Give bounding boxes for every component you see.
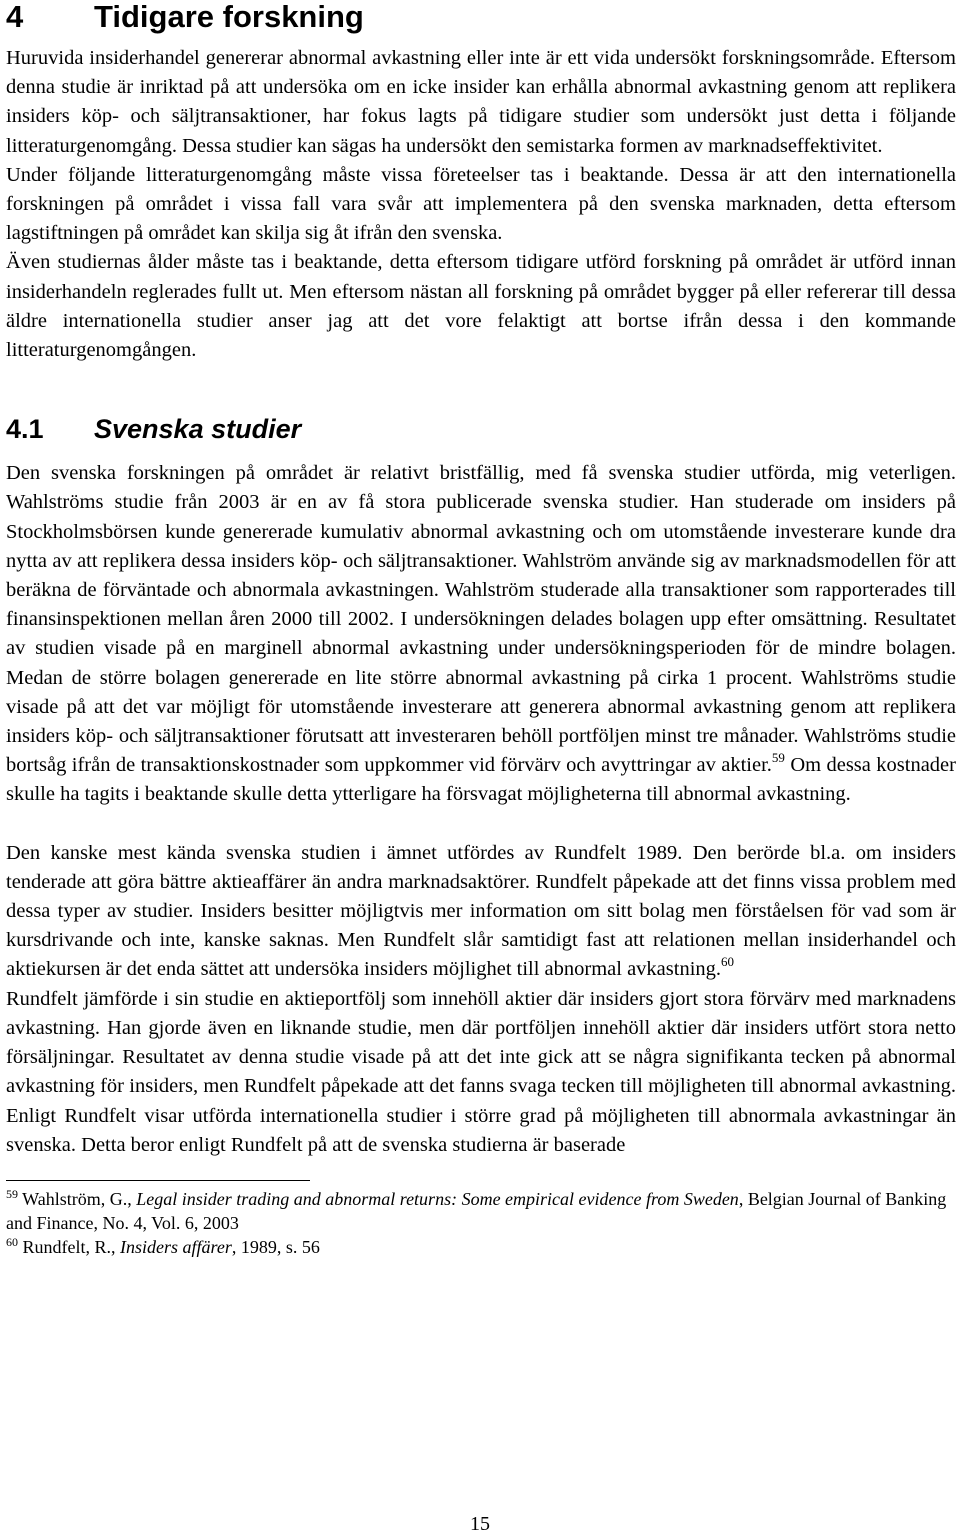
section-heading [6, 413, 956, 445]
intro-paragraph-3: Även studiernas ålder måste tas i beaktande, detta eftersom tidigare utförd forskning på området är utförd innan insiderhandeln reglerades fullt ut. Men eftersom nästan all forskning på området bygger på eller refererar till dessa äldre internationella studier anser jag att det vore felaktigt att bortse ifrån dessa i den kommande litteraturgenomgången. [6, 251, 956, 362]
footnote-60 [6, 1235, 956, 1259]
section-title: Svenska studier [94, 414, 302, 445]
intro-paragraph-2: Under följande litteraturgenomgång måste vissa företeelser tas i beaktande. Dessa är att den internationella forskningen på området i vissa fall vara svår att implementera på den svenska marknaden, detta eftersom lagstiftningen på området kan skilja sig åt ifrån den svenska. [6, 163, 956, 245]
swedish-paragraph-3: Rundfelt jämförde i sin studie en aktieportfölj som innehöll aktier där insiders gjort stora förvärv med marknadens avkastning. Han gjorde även en liknande studie, men där portföljen innehöll aktier där insiders utfört stora netto försäljningar. Resultatet av denna studie visade på att det inte gick att se några signifikanta tecken på abnormal avkastning för insiders, men Rundfelt påpekade att det fanns svaga tecken till möjligheten till abnormal avkastning. Enligt Rundfelt visar utförda internationella studier i större grad på möjligheten till abnormala avkastningar än svenska. Detta beror enligt Rundfelt på att de svenska studierna är baserade [6, 987, 956, 1156]
footnote-details: , Belgian Journal of Banking and Finance, No. 4, Vol. 6, 2003 [6, 1188, 947, 1233]
swedish-paragraph-1-text: Den svenska forskningen på området är relativt bristfällig, med få svenska studier utförda, mig veterligen. Wahlströms studie från 2003 är en av få stora publicerade svenska studier. Han studerade om insiders på Stockholmsbörsen kunde genererade kumulativ abnormal avkastning och om utomstående investerare kunde dra nytta av att replikera dessa insiders köp- och säljtransaktioner. Wahlström använde sig av marknadsmodellen för att beräkna de förväntade och abnormala avkastningen. Wahlström studerade alla transaktioner som rapporterades till finansinspektionen mellan åren 2000 till 2002. I undersökningen delades bolagen upp efter omsättning. Resultatet av studien visade på en marginell abnormal avkastning under undersökningsperioden för de mindre bolagen. Medan de större bolagen genererade en lite större abnormal avkastning på cirka 1 procent. Wahlströms studie visade på att det var möjligt för utomstående investerare att generera abnormal avkastning genom att replikera insiders köp- och säljtransaktioner förutsatt att investeraren behöll portföljen minst tre månader. Wahlströms studie bortsåg ifrån de transaktionskostnader som uppkommer vid förvärv och avyttringar av aktier. [6, 462, 956, 777]
footnote-number: 59 [6, 1186, 18, 1201]
swedish-paragraph-1-tail: Om dessa kostnader skulle ha tagits i beaktande skulle detta ytterligare ha försvagat möjligheterna till abnormal avkastning. [6, 754, 956, 806]
chapter-heading [6, 0, 956, 34]
footnote-author: Rundfelt, R., [18, 1236, 120, 1257]
footnote-details: , 1989, s. 56 [231, 1236, 320, 1257]
footnote-ref-60[interactable]: 60 [721, 954, 735, 970]
intro-paragraph-1: Huruvida insiderhandel genererar abnormal avkastning eller inte är ett vida undersökt forskningsområde. Eftersom denna studie är inriktad på att undersöka om en icke insider kan erhålla abnormal avkastning genom att replikera insiders köp- och säljtransaktioner, har fokus lagts på tidigare studier som undersökt just detta i följande litteraturgenomgång. Dessa studier kan sägas ha undersökt den semistarka formen av marknadseffektivitet. [6, 47, 956, 157]
document-page [6, 0, 956, 1259]
footnote-title: Insiders affärer [120, 1236, 232, 1257]
chapter-number: 4 [6, 0, 24, 34]
swedish-paragraph-1 [6, 459, 956, 809]
page-number: 15 [470, 1513, 490, 1535]
footnote-ref-59[interactable]: 59 [771, 750, 785, 766]
swedish-paragraph-2-text: Den kanske mest kända svenska studien i ämnet utfördes av Rundfelt 1989. Den berörde bl.a. om insiders tenderade att göra bättre aktieaffärer än andra marknadsaktörer. Rundfelt påpekade att det finns vissa problem med dessa typer av studier. Insiders besitter möjligtvis mer information om sitt bolag men förståelsen för vad som är kursdrivande och inte, kanske saknas. Men Rundfelt slår samtidigt fast att relationen mellan insiderhandel och aktiekursen är det enda sättet att undersöka insiders möjlighet till abnormal avkastning. [6, 841, 956, 981]
footnote-59 [6, 1187, 956, 1235]
footnote-author: Wahlström, G., [18, 1188, 137, 1209]
footnote-title: Legal insider trading and abnormal returns: Some empirical evidence from Sweden [136, 1188, 739, 1209]
footnote-number: 60 [6, 1234, 18, 1249]
chapter-title: Tidigare forskning [94, 0, 364, 34]
swedish-paragraph-2 [6, 839, 956, 985]
section-number: 4.1 [6, 414, 44, 445]
